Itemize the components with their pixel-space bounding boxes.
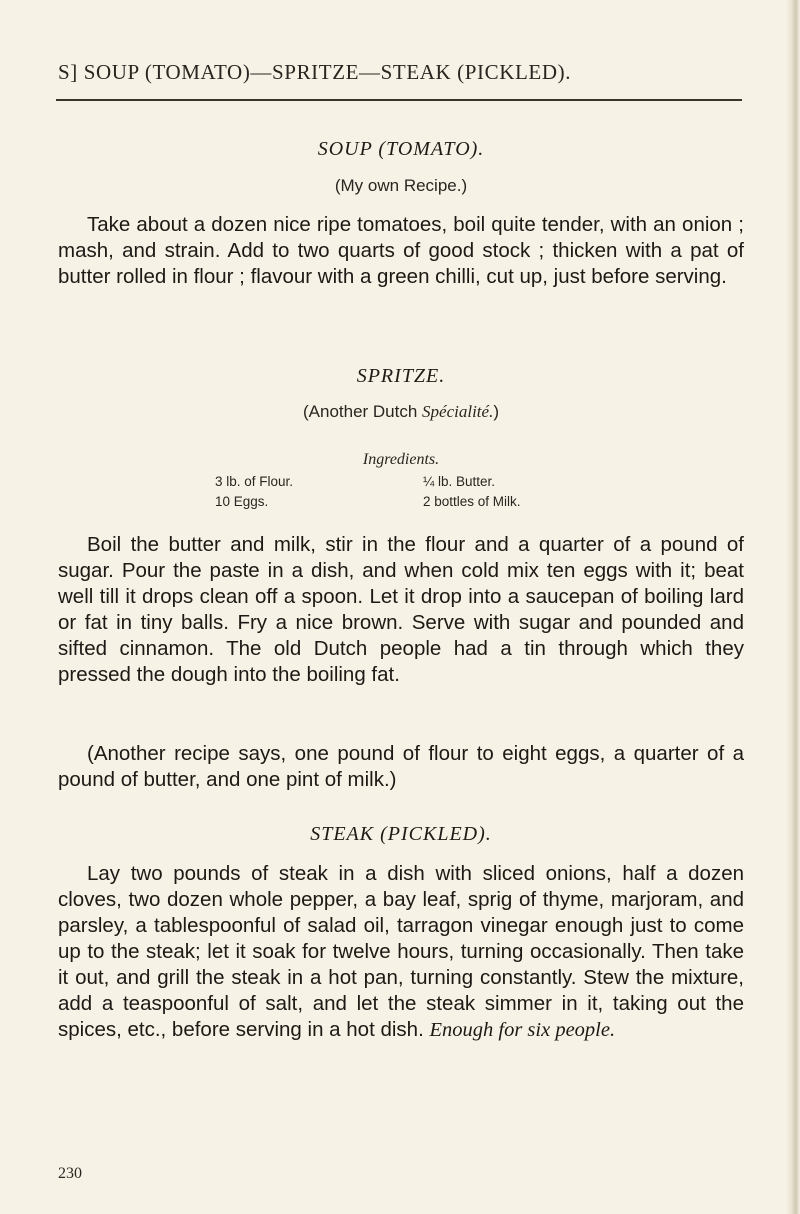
spritze-body: Boil the butter and milk, stir in the flour and a quarter of a pound of sugar. Pour the paste in a dish, and when cold mix ten eggs with it; beat well till it drops clean off a spoon. Let it drop into a saucepan of boiling lard or fat in tiny balls. Fry a nice brown. Serve with sugar and pounded and sifted cinnamon. The old Dutch people had a tin through which they pressed the dough into the boiling fat.	[58, 533, 744, 686]
ingredient-item: 3 lb. of Flour.	[215, 474, 294, 489]
running-head: S] SOUP (TOMATO)—SPRITZE—STEAK (PICKLED).	[58, 60, 572, 84]
page-edge	[786, 0, 800, 1214]
ingredient-item: 2 bottles of Milk.	[423, 494, 521, 509]
ingredients-heading: Ingredients.	[362, 451, 440, 468]
steak-title: STEAK (PICKLED).	[310, 823, 492, 845]
spritze-note: (Another recipe says, one pound of flour to eight eggs, a quarter of a pound of butter, and one pint of milk.)	[58, 742, 744, 791]
steak-closing: Enough for six people.	[429, 1019, 616, 1041]
spritze-title: SPRITZE.	[356, 365, 446, 387]
spritze-subtitle: (Another Dutch Spécialité.)	[302, 402, 499, 421]
header-rule	[56, 99, 742, 101]
ingredient-item: 10 Eggs.	[215, 494, 269, 509]
steak-body: Lay two pounds of steak in a dish with sliced onions, half a dozen cloves, two dozen whole pepper, a bay leaf, sprig of thyme, marjoram, and parsley, a tablespoonful of salad oil, tarragon vinegar enough just to come up to the steak; let it soak for twelve hours, turning occasionally. Then take it out, and grill the steak in a hot pan, turning constantly. Stew the mixture, add a teaspoonful of salt, and let the steak simmer in it, taking out the spices, etc., before serving in a hot dish. Enough for six people.	[58, 862, 744, 1041]
ingredient-item: ¼ lb. Butter.	[423, 474, 496, 489]
soup-subtitle: (My own Recipe.)	[334, 176, 468, 195]
soup-title: SOUP (TOMATO).	[317, 138, 485, 160]
soup-body: Take about a dozen nice ripe tomatoes, boil quite tender, with an onion ; mash, and strain. Add to two quarts of good stock ; thicken with a pat of butter rolled in flour ; flavour with a green chilli, cut up, just before serving.	[58, 213, 744, 288]
page-number: 230	[58, 1165, 82, 1182]
